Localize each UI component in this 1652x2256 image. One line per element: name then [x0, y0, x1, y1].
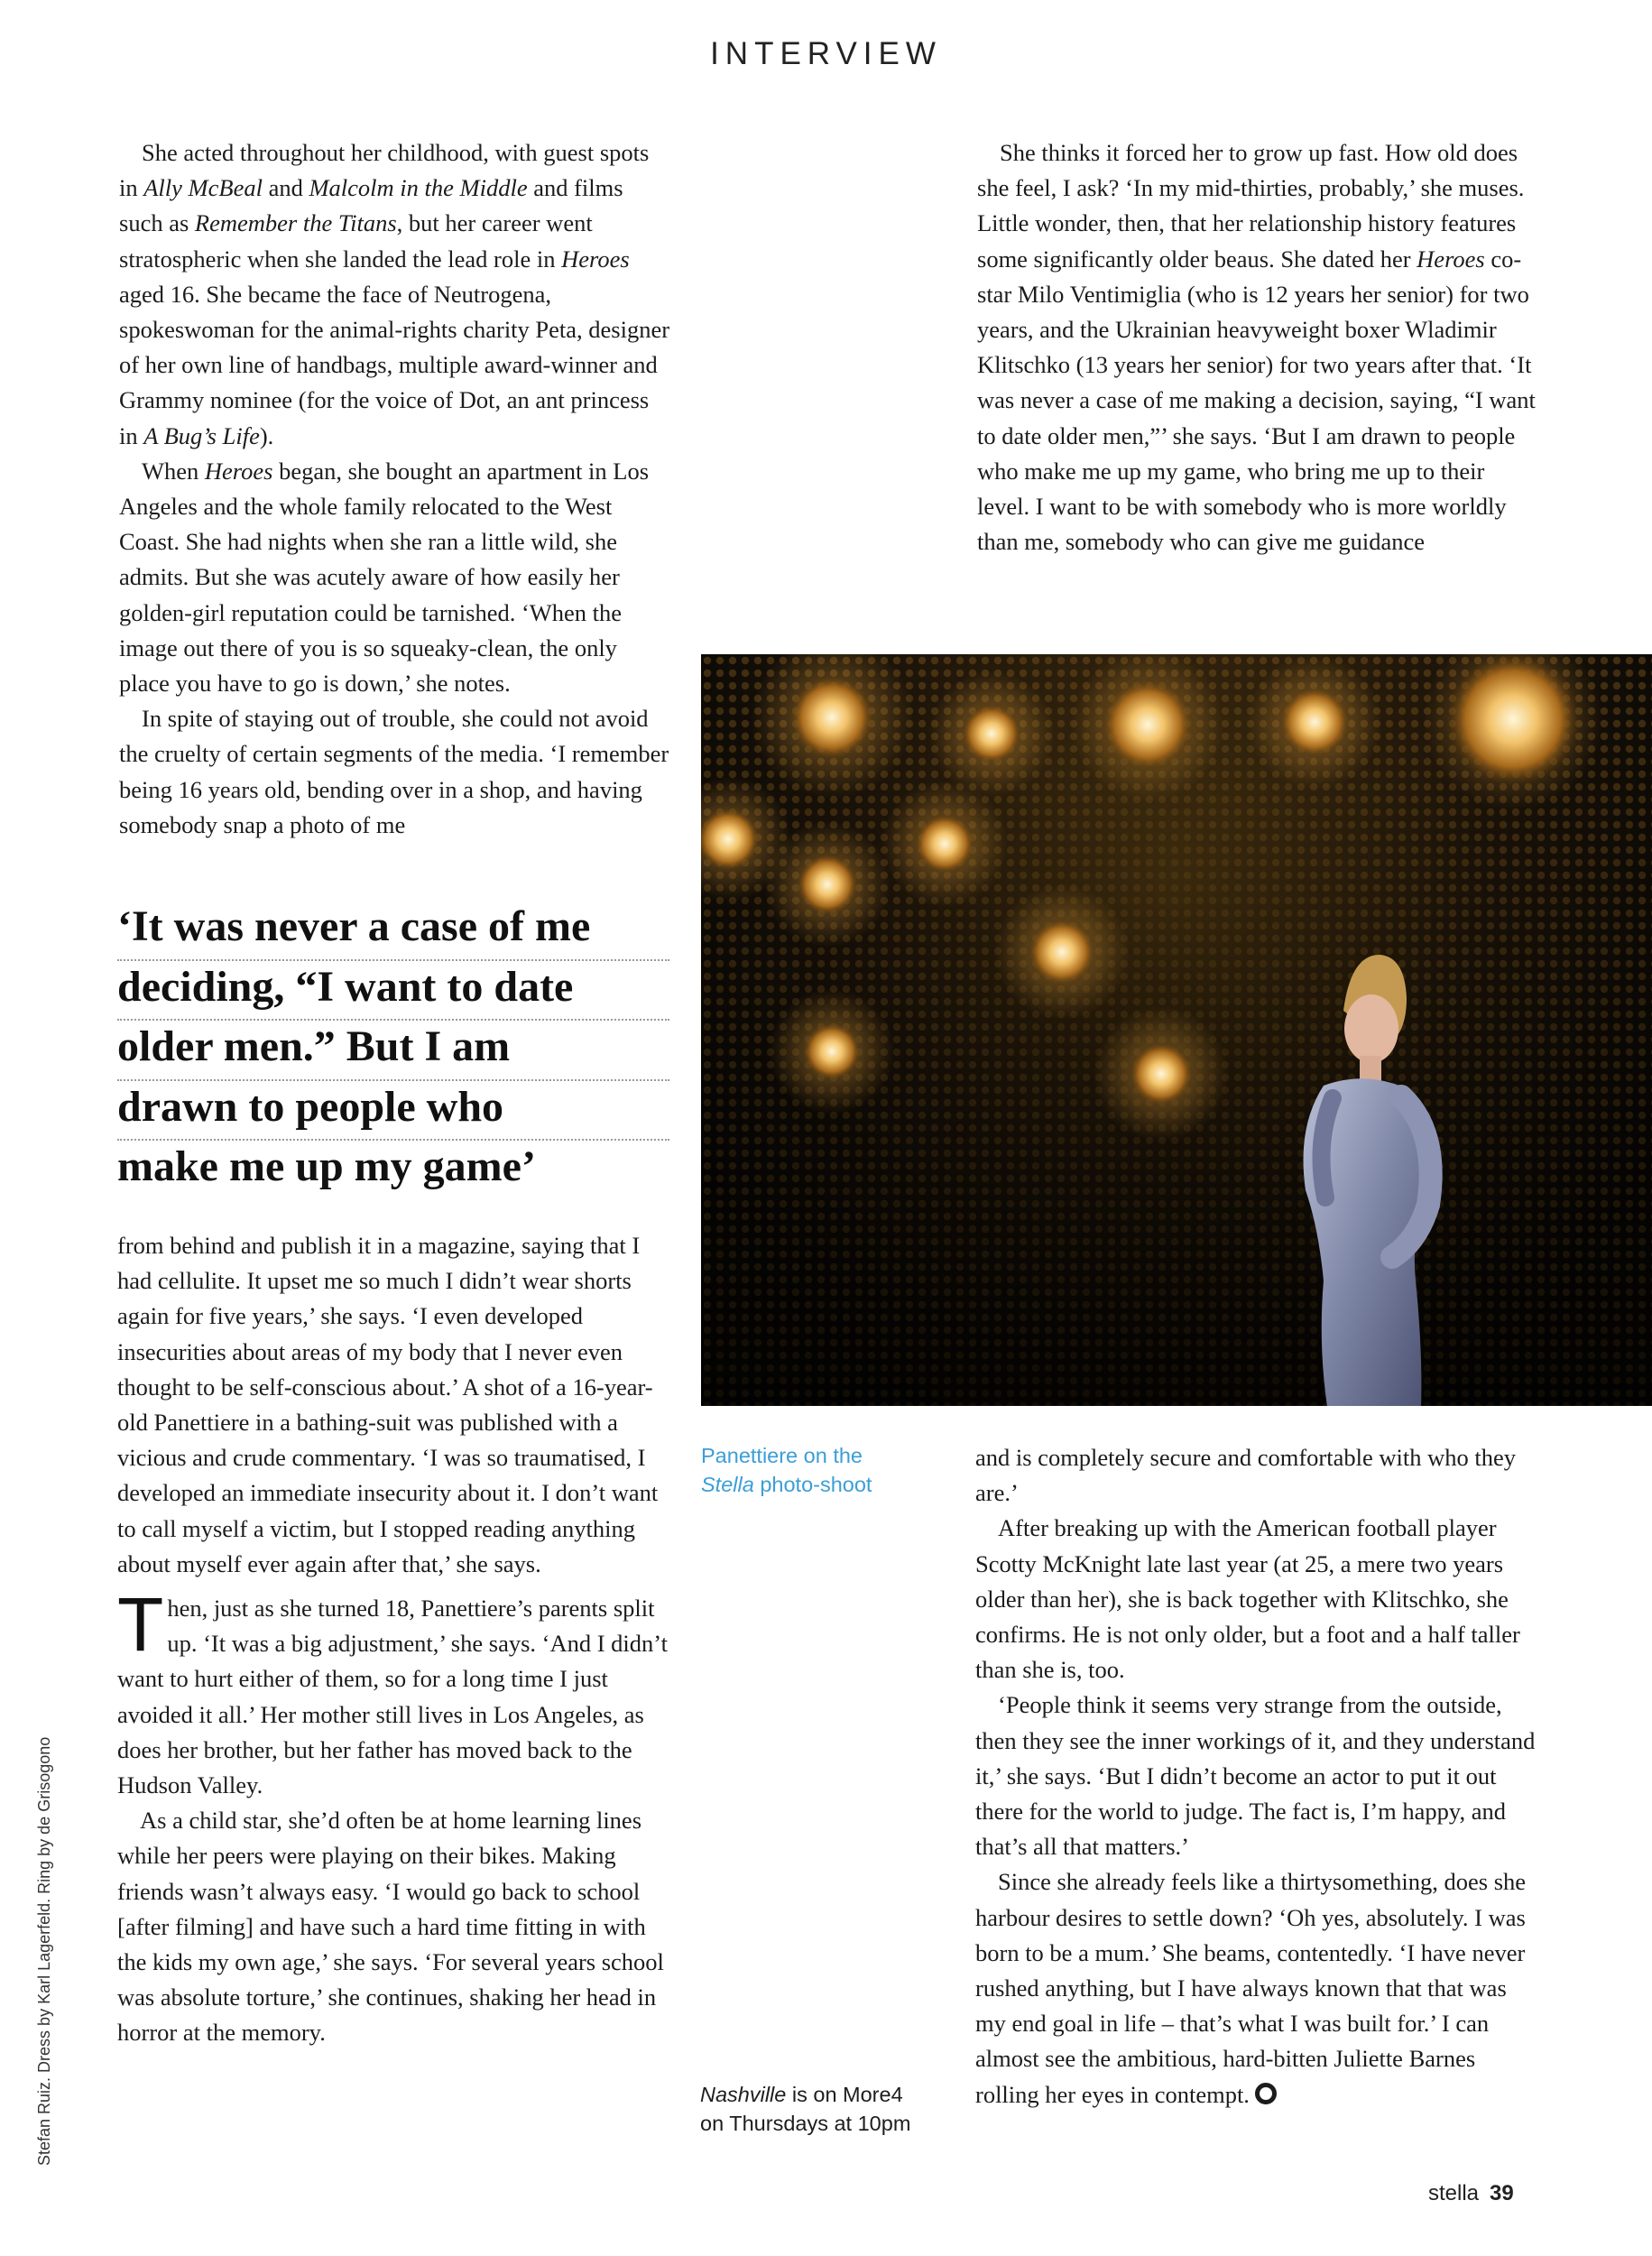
paragraph: After breaking up with the American football player Scotty McKnight late last year (at 25, a mere two years older than her), she is back together with Klitschko, she confirms. He is not only older, but a foot and a half taller than she is, too. — [975, 1514, 1520, 1684]
paragraph: Since she already feels like a thirtysomething, does she harbour desires to settle down? ‘Oh yes, absolutely. I was born to be a mum.’ She beams, contentedly. ‘I have never rushed anything, but I have always known that that was my end goal in life – that’s what I was built for.’ I can almost see the ambitious, hard-bitten Juliette Barnes rolling her eyes in contempt. — [975, 1868, 1527, 2108]
drop-cap: T — [117, 1582, 164, 1668]
magazine-name: stella — [1428, 2181, 1480, 2205]
article-column-2 — [977, 135, 1537, 559]
page-folio — [1428, 2181, 1514, 2206]
paragraph: She thinks it forced her to grow up fast. How old does she feel, I ask? ‘In my mid-thirties, probably,’ she muses. Little wonder, then, that her relationship history features some significantly older beaus. She dated her Heroes co-star Milo Ventimiglia (who is 12 years her senior) for two years, and the Ukrainian heavyweight boxer Wladimir Klitschko (13 years her senior) for two years after that. ‘It was never a case of me making a decision, saying, “I want to date older men,”’ she says. ‘But I am drawn to people who make me up my game, who bring me up to their level. I want to be with somebody who is more worldly than me, somebody who can give me guidance — [977, 139, 1536, 556]
paragraph: In spite of staying out of trouble, she could not avoid the cruelty of certain segments of the media. ‘I remember being 16 years old, bending over in a shop, and having somebody snap a photo of me — [119, 705, 669, 838]
article-column-2-continued — [975, 1440, 1537, 2113]
pull-quote-line: deciding, “I want to date — [117, 961, 669, 1022]
pull-quote-line: drawn to people who — [117, 1081, 669, 1142]
article-column-1 — [119, 135, 671, 843]
paragraph: When Heroes began, she bought an apartment in Los Angeles and the whole family relocated to the West Coast. She had nights when she ran a little wild, she admits. But she was acutely aware of how easily her golden-girl reputation could be tarnished. ‘When the image out there of you is so squeaky-clean, the only place you have to go is down,’ she notes. — [119, 457, 650, 698]
photo-caption: Panettiere on the Stella photo-shoot — [701, 1444, 872, 1496]
end-mark-icon — [1255, 2083, 1277, 2104]
paragraph: from behind and publish it in a magazine, saying that I had cellulite. It upset me so much I didn’t wear shorts again for five years,’ she says. ‘I even developed insecurities about areas of my body that I never even thought to be self-conscious about.’ A shot of a 16-year-old Panettiere in a bathing-suit was published with a vicious and crude commentary. ‘I was so traumatised, I developed an immediate insecurity about it. I don’t want to call myself a victim, but I stopped reading anything about myself ever again after that,’ she says. — [117, 1232, 659, 1577]
paragraph: and is completely secure and comfortable with who they are.’ — [975, 1444, 1517, 1507]
photo-credit: Stefan Ruiz. Dress by Karl Lagerfeld. Ring by de Grisogono — [35, 1736, 53, 2166]
paragraph: Then, just as she turned 18, Panettiere’s parents split up. ‘It was a big adjustment,’ she says. ‘And I didn’t want to hurt either of them, so for a long time I just avoided it all.’ Her mother still lives in Los Angeles, as does her brother, but her father has moved back to the Hudson Valley. — [117, 1582, 669, 1799]
pull-quote-line: ‘It was never a case of me — [117, 901, 669, 961]
pull-quote — [117, 901, 669, 1199]
section-header: INTERVIEW — [710, 36, 942, 71]
broadcast-info: Nashville is on More4 on Thursdays at 10pm — [700, 2083, 911, 2135]
paragraph: ‘People think it seems very strange from the outside, then they see the inner workings of it, and they understand it,’ she says. ‘But I didn’t become an actor to put it out there for the world to judge. The fact is, I’m happy, and that’s all that matters.’ — [975, 1691, 1536, 1861]
article-column-1-continued — [117, 1228, 673, 2051]
paragraph: As a child star, she’d often be at home learning lines while her peers were playing on their bikes. Making friends wasn’t always easy. ‘I would go back to school [after filming] and have such a hard time fitting in with the kids my own age,’ she says. ‘For several years school was absolute torture,’ she continues, shaking her head in horror at the memory. — [117, 1807, 664, 2047]
page-number: 39 — [1490, 2181, 1514, 2205]
portrait-photo — [701, 654, 1652, 1406]
pull-quote-line: older men.” But I am — [117, 1021, 669, 1081]
paragraph: She acted throughout her childhood, with guest spots in Ally McBeal and Malcolm in the Middle and films such as Remember the Titans, but her career went stratospheric when she landed the lead role in Heroes aged 16. She became the face of Neutrogena, spokeswoman for the animal-rights charity Peta, designer of her own line of handbags, multiple award-winner and Grammy nominee (for the voice of Dot, an ant princess in A Bug’s Life). — [119, 139, 670, 449]
pull-quote-line: make me up my game’ — [117, 1142, 536, 1190]
portrait-photo-illustration — [701, 654, 1652, 1406]
